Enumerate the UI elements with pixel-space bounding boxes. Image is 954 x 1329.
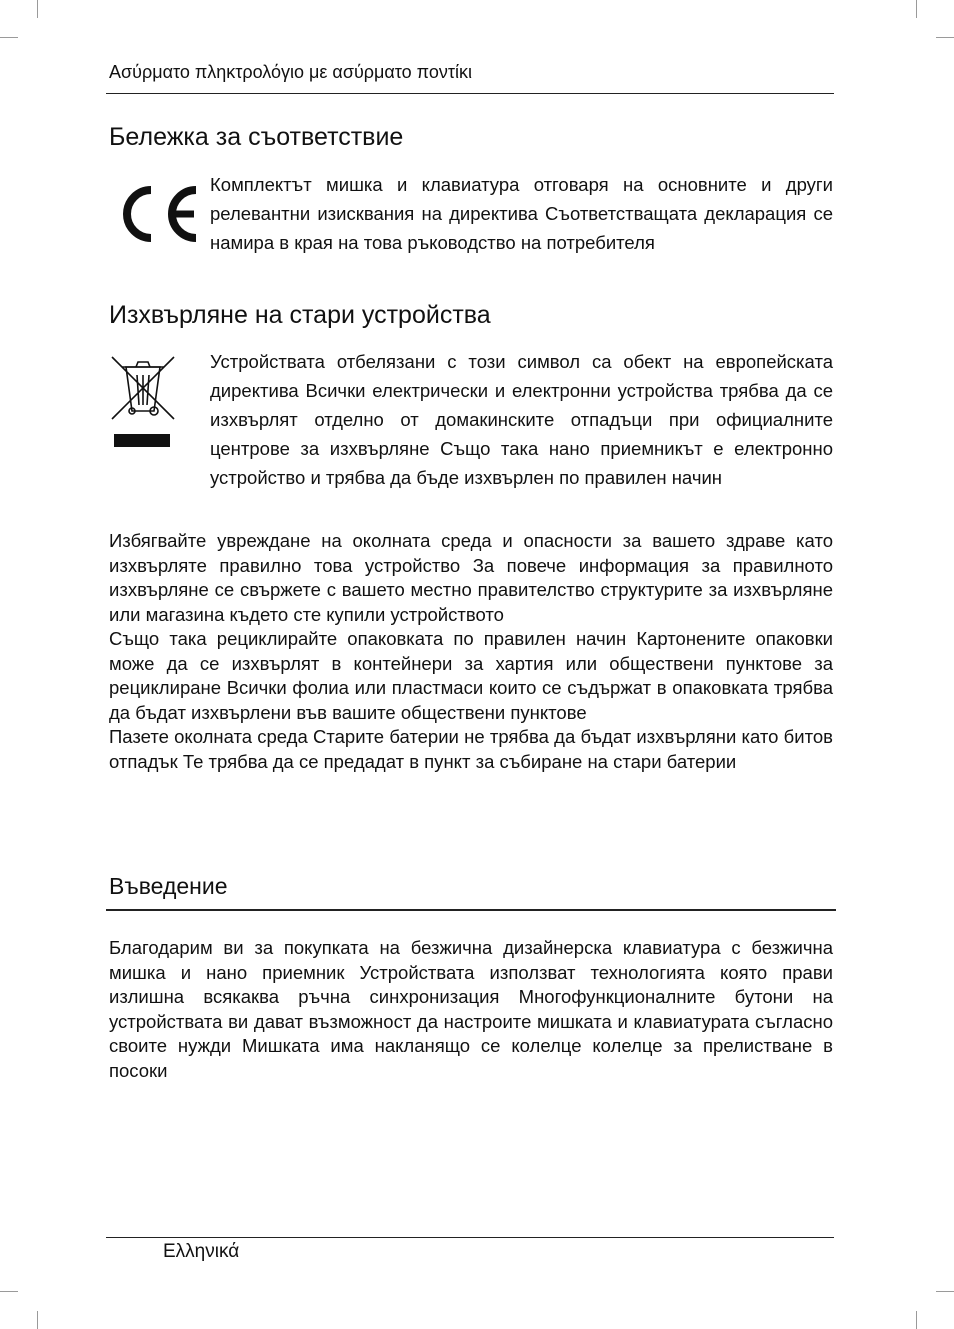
running-header: Ασύρματο πληκτρολόγιο με ασύρματο ποντίκι — [109, 62, 472, 82]
introduction-text: Благодарим ви за покупката на безжична дизайнерска клавиатура с безжична мишка и нано приемник Устройствата използват технологията която прави излишна всякаква ръчна синхронизация Многофункционалните бутони на устройствата ви дават възможност да настроите мишката и клавиатурата съгласно своите нужди Мишката има накланящо се колелце колелце за прелистване в посоки — [109, 937, 833, 1081]
footer-rule — [106, 1237, 834, 1238]
crossed-out-wheelie-bin-icon — [110, 353, 176, 451]
crop-mark — [0, 1291, 18, 1292]
crop-mark — [0, 37, 18, 38]
crop-mark — [936, 1291, 954, 1292]
header-rule — [106, 93, 834, 94]
footer-language: Ελληνικά — [163, 1241, 240, 1262]
crop-mark — [936, 37, 954, 38]
batteries-paragraph: Пазете околната среда Старите батерии не трябва да бъдат изхвърляни като битов отпадък Те трябва да се предадат в пункт за събиране на стари батерии — [109, 726, 833, 772]
disposal-heading: Изхвърляне на стари устройства — [109, 301, 491, 329]
recycling-paragraph: Също така рециклирайте опаковката по правилен начин Картонените опаковки може да се изхвърлят в контейнери за хартия или обществени пунктове за рециклиране Всички фолиа или пластмаси които се съдържат в опаковката трябва да бъдат изхвърлени във вашите обществени пунктове — [109, 628, 833, 723]
introduction-heading: Въведение — [109, 873, 228, 899]
crop-mark — [916, 0, 917, 18]
introduction-rule — [106, 909, 836, 911]
crop-mark — [916, 1311, 917, 1329]
ce-mark-icon — [110, 183, 200, 245]
crop-mark — [37, 0, 38, 18]
conformity-text: Комплектът мишка и клавиатура отговаря на основните и други релевантни изисквания на директива Съответстващата декларация се намира в края на това ръководство на потребителя — [210, 174, 833, 253]
disposal-text: Устройствата отбелязани с този символ са обект на европейската директива Всички електрически и електронни устройства трябва да се изхвърлят отделно от домакинските отпадъци при официалните центрове за изхвърляне Също така нано приемникът е електронно устройство и трябва да бъде изхвърлен по правилен начин — [210, 351, 833, 488]
disposal-body — [109, 529, 833, 774]
conformity-heading: Бележка за съответствие — [109, 123, 404, 151]
environment-paragraph: Избягвайте увреждане на околната среда и опасности за вашето здраве като изхвърляте правилно това устройство За повече информация за правилното изхвърляне се свържете с вашето местно правителство структурите за изхвърляне или магазина където сте купили устройството — [109, 530, 833, 625]
crop-mark — [37, 1311, 38, 1329]
